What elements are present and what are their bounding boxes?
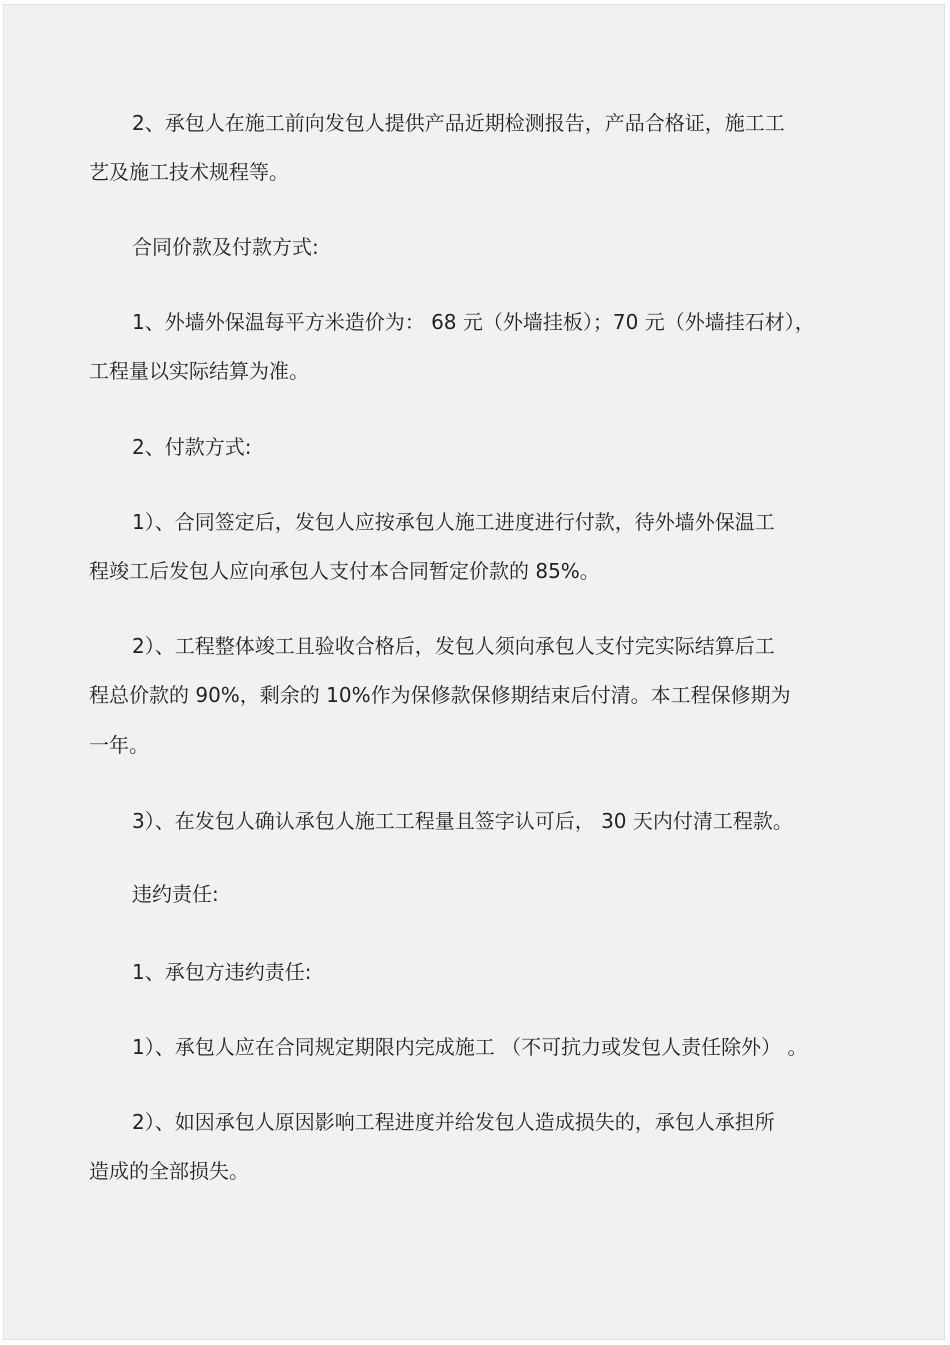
text-line: 2、承包人在施工前向发包人提供产品近期检测报告，产品合格证，施工工 [132,111,785,135]
text-line: 1、外墙外保温每平方米造价为： 68 元（外墙挂板）；70 元（外墙挂石材）， [132,310,815,334]
text-line: 造成的全部损失。 [89,1159,249,1183]
text-line: 3）、在发包人确认承包人施工工程量且签字认可后， 30 天内付清工程款。 [132,809,793,833]
section-heading: 合同价款及付款方式: [132,235,319,259]
text-line: 2）、如因承包人原因影响工程进度并给发包人造成损失的，承包人承担所 [132,1110,775,1134]
text-line: 工程量以实际结算为准。 [89,359,309,383]
text-line: 程竣工后发包人应向承包人支付本合同暂定价款的 85%。 [89,559,600,583]
text-line: 2、付款方式: [132,435,252,459]
text-line: 2）、工程整体竣工且验收合格后，发包人须向承包人支付完实际结算后工 [132,634,775,658]
text-line: 一年。 [89,733,149,757]
text-line: 1、承包方违约责任: [132,960,312,984]
document-page [3,4,945,1340]
text-line: 1）、承包人应在合同规定期限内完成施工 （不可抗力或发包人责任除外） 。 [132,1035,808,1059]
section-heading: 违约责任: [132,882,219,906]
text-line: 1）、合同签定后，发包人应按承包人施工进度进行付款，待外墙外保温工 [132,510,775,534]
text-line: 艺及施工技术规程等。 [89,160,289,184]
text-line: 程总价款的 90%，剩余的 10%作为保修款保修期结束后付清。本工程保修期为 [89,683,791,707]
